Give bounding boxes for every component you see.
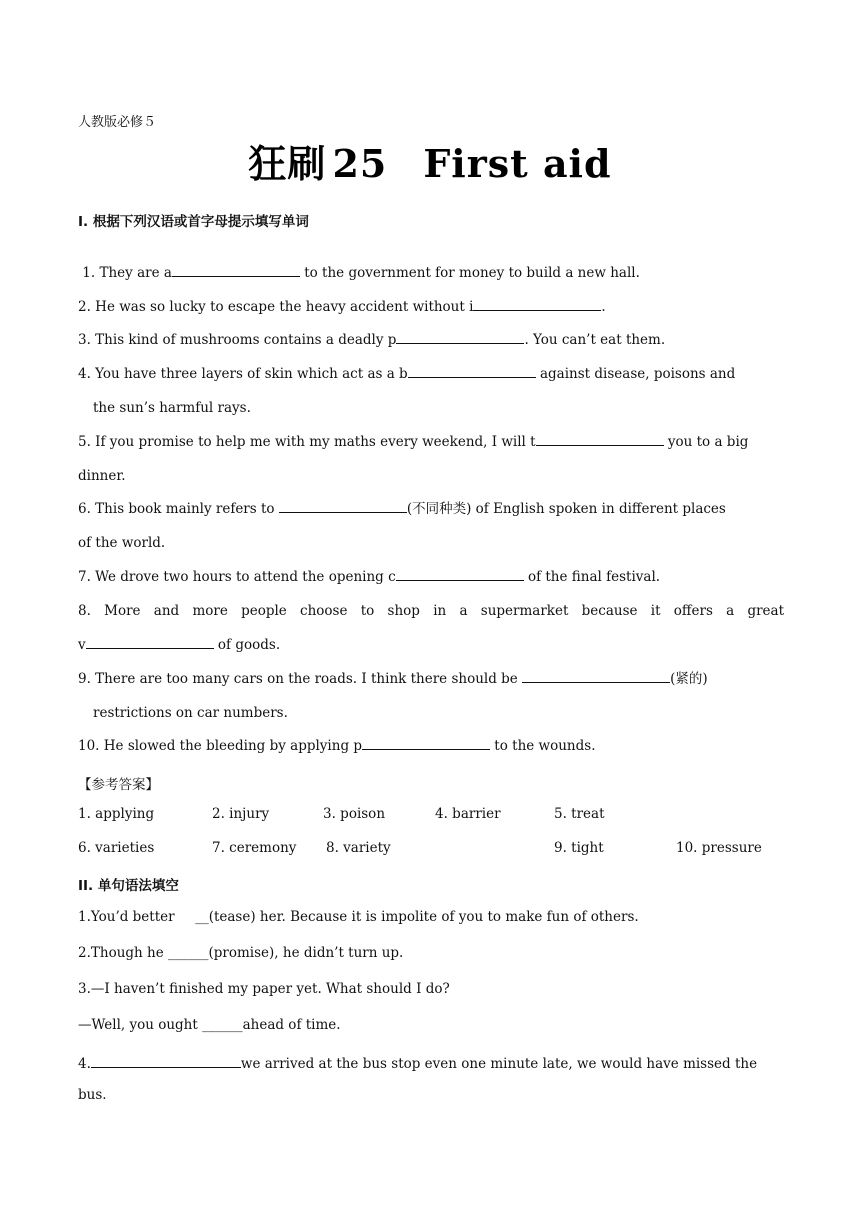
- grammar-question-4-cont: bus.: [78, 1087, 107, 1103]
- title-en: First aid: [423, 141, 612, 186]
- answer-item: 4. barrier: [435, 806, 501, 822]
- grammar-question-2: 2.Though he ______(promise), he didn’t turn up.: [78, 945, 404, 961]
- answer-item: 1. applying: [78, 806, 155, 822]
- answer-blank[interactable]: [172, 262, 300, 277]
- question-6-cont: of the world.: [78, 535, 166, 551]
- question-6: 6. This book mainly refers to (不同种类) of English spoken in different places: [78, 492, 784, 526]
- grammar-question-1: 1.You’d better __(tease) her. Because it is impolite of you to make fun of others.: [78, 909, 639, 925]
- series-label: 人教版必修５: [78, 115, 157, 130]
- title-cn: 狂刷: [248, 141, 327, 186]
- question-4: 4. You have three layers of skin which act as a b against disease, poisons and: [78, 357, 784, 391]
- answer-item: 2. injury: [212, 806, 270, 822]
- answer-blank[interactable]: [396, 329, 524, 344]
- section2-heading: II. 单句语法填空: [78, 878, 179, 894]
- answer-blank[interactable]: [473, 296, 601, 311]
- grammar-question-3-reply: —Well, you ought ______ahead of time.: [78, 1017, 341, 1033]
- page-title: [0, 133, 860, 188]
- question-5: 5. If you promise to help me with my maths every weekend, I will t you to a big: [78, 425, 784, 459]
- answers-row-2: [0, 840, 860, 860]
- question-3: 3. This kind of mushrooms contains a deadly p . You can’t eat them.: [78, 323, 784, 357]
- answer-item: 6. varieties: [78, 840, 155, 856]
- question-8: 8. More and more people choose to shop in a supermarket because it offers a great: [78, 603, 784, 619]
- question-9: 9. There are too many cars on the roads. I think there should be (紧的): [78, 662, 784, 696]
- question-4-cont: the sun’s harmful rays.: [93, 400, 251, 416]
- question-2: 2. He was so lucky to escape the heavy accident without i .: [78, 290, 784, 324]
- section1-heading: I. 根据下列汉语或首字母提示填写单词: [78, 214, 309, 230]
- answer-blank[interactable]: [522, 668, 670, 683]
- question-8-cont: v of goods.: [78, 628, 784, 662]
- question-5-cont: dinner.: [78, 468, 126, 484]
- answer-blank[interactable]: [396, 566, 524, 581]
- question-9-cont: restrictions on car numbers.: [93, 705, 288, 721]
- answers-row-1: [0, 806, 860, 826]
- question-7: 7. We drove two hours to attend the opening c of the final festival.: [78, 560, 784, 594]
- answer-item: 3. poison: [323, 806, 386, 822]
- answer-blank[interactable]: [86, 634, 214, 649]
- answer-blank[interactable]: [279, 498, 407, 513]
- answer-blank[interactable]: [362, 735, 490, 750]
- answer-blank[interactable]: [536, 431, 664, 446]
- answer-blank[interactable]: [408, 363, 536, 378]
- answer-item: 9. tight: [554, 840, 604, 856]
- answers-heading: 【参考答案】: [78, 777, 159, 793]
- answer-item: 7. ceremony: [212, 840, 297, 856]
- answer-blank[interactable]: [91, 1053, 241, 1068]
- answer-item: 5. treat: [554, 806, 605, 822]
- question-10: 10. He slowed the bleeding by applying p to the wounds.: [78, 729, 784, 763]
- answer-item: 8. variety: [326, 840, 391, 856]
- grammar-question-3: 3.—I haven’t finished my paper yet. What should I do?: [78, 981, 450, 997]
- answer-item: 10. pressure: [676, 840, 762, 856]
- question-1: 1. They are a to the government for money to build a new hall.: [78, 256, 784, 290]
- grammar-question-4: 4. we arrived at the bus stop even one minute late, we would have missed the: [78, 1053, 757, 1072]
- title-number: 25: [332, 141, 388, 186]
